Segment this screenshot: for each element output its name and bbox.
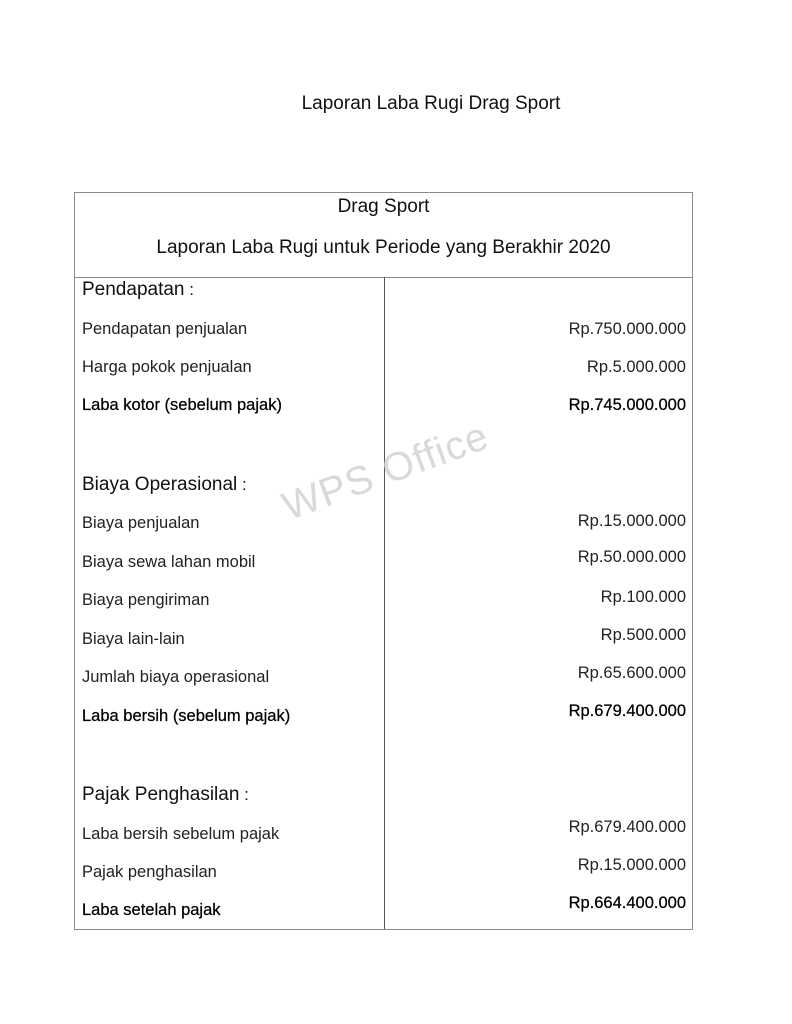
- row-label: Laba bersih (sebelum pajak): [82, 707, 291, 725]
- row-value: Rp.745.000.000: [568, 396, 686, 414]
- report-period: Laporan Laba Rugi untuk Periode yang Berakhir 2020: [156, 237, 611, 258]
- row-label: Laba bersih sebelum pajak: [82, 825, 280, 843]
- table-row: [75, 514, 692, 544]
- section-heading-pajak-penghasilan: [75, 784, 692, 814]
- row-label: Pendapatan penjualan: [82, 320, 248, 338]
- document-title: Laporan Laba Rugi Drag Sport: [301, 93, 561, 114]
- table-row: [75, 856, 692, 893]
- row-value: Rp.15.000.000: [577, 856, 686, 874]
- table-row-total: [75, 894, 692, 931]
- table-row: [75, 626, 692, 660]
- row-value: Rp.15.000.000: [577, 512, 686, 530]
- report-header: [75, 193, 692, 278]
- section-heading-text: Biaya Operasional: [82, 474, 238, 495]
- row-label: Laba setelah pajak: [82, 901, 221, 919]
- row-label: Harga pokok penjualan: [82, 358, 252, 376]
- section-heading-colon: :: [237, 475, 247, 494]
- row-value: Rp.679.400.000: [568, 702, 686, 720]
- section-heading-text: Pendapatan: [82, 279, 185, 300]
- section-heading-colon: :: [184, 280, 194, 299]
- row-value: Rp.100.000: [600, 588, 686, 606]
- table-row: [75, 588, 692, 621]
- table-row: [75, 548, 692, 583]
- table-row: [75, 320, 692, 350]
- row-label: Biaya sewa lahan mobil: [82, 553, 256, 571]
- section-heading-colon: :: [239, 785, 249, 804]
- row-value: Rp.50.000.000: [577, 548, 686, 566]
- row-label: Laba kotor (sebelum pajak): [82, 396, 282, 414]
- income-statement-table: [74, 192, 693, 930]
- section-heading-biaya-operasional: [75, 474, 692, 504]
- row-label: Pajak penghasilan: [82, 863, 217, 881]
- row-label: Jumlah biaya operasional: [82, 668, 270, 686]
- table-row-total: [75, 396, 692, 426]
- row-value: Rp.5.000.000: [586, 358, 686, 376]
- row-value: Rp.500.000: [600, 626, 686, 644]
- row-value: Rp.65.600.000: [577, 664, 686, 682]
- table-row: [75, 664, 692, 698]
- table-row: [75, 358, 692, 388]
- wps-office-watermark: WPS Office: [276, 413, 495, 530]
- row-label: Biaya pengiriman: [82, 591, 210, 609]
- table-row-total: [75, 702, 692, 737]
- company-name: Drag Sport: [337, 196, 430, 217]
- section-heading-text: Pajak Penghasilan: [82, 784, 240, 805]
- row-value: Rp.750.000.000: [568, 320, 686, 338]
- row-value: Rp.664.400.000: [568, 894, 686, 912]
- row-label: Biaya penjualan: [82, 514, 200, 532]
- section-heading-pendapatan: [75, 279, 692, 309]
- row-label: Biaya lain-lain: [82, 630, 185, 648]
- row-value: Rp.679.400.000: [568, 818, 686, 836]
- table-row: [75, 818, 692, 855]
